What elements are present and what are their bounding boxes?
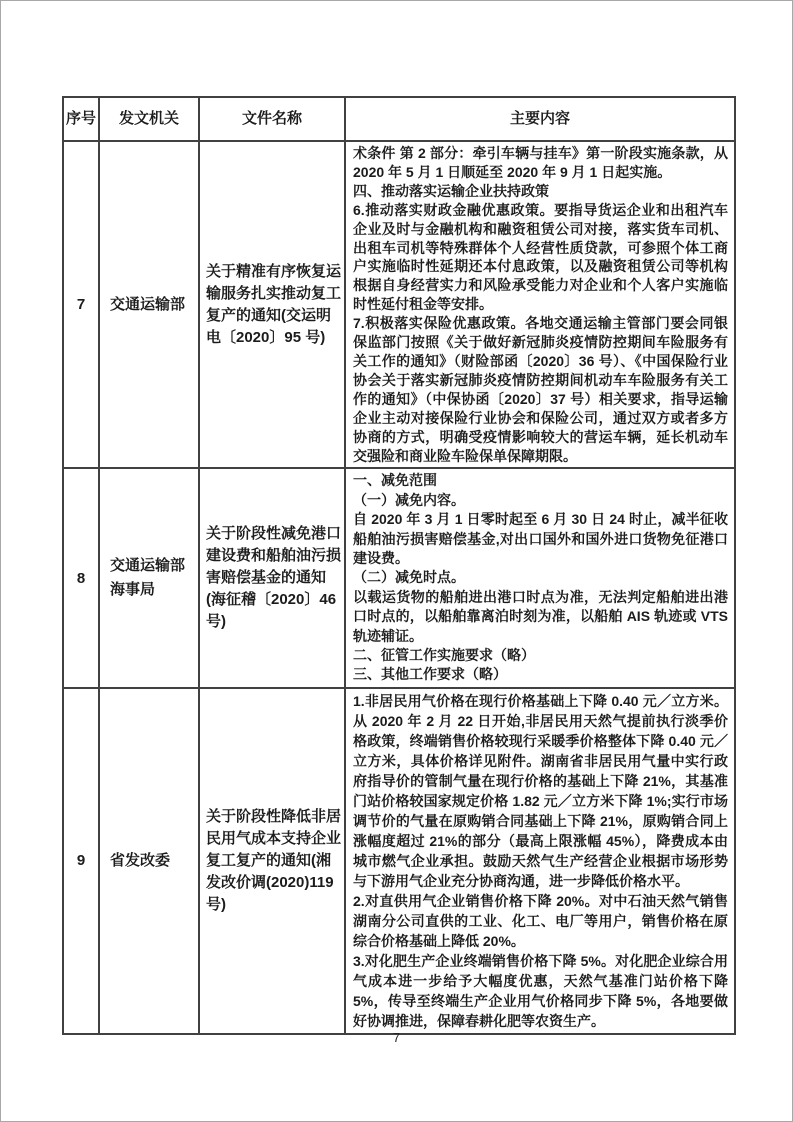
table-row [63, 688, 735, 1034]
col-header-serial: 序号 [63, 97, 99, 141]
content-paragraph: 1.非居民用气价格在现行价格基础上下降 0.40 元／立方米。从 2020 年 2 月 22 日开始,非居民用天然气提前执行淡季价格政策，终端销售价格较现行采暖季价格整体下降 0.40 元／立方米，具体价格详见附件。湖南省非居民用气量中实行政府指导价的管制气量在现行价格的基础上下降 21%，其基准门站价格较国家规定价格 1.82 元／立方米下降 1%;实行市场调节价的气量在原购销合同基础上下降 21%，原购销合同上涨幅度超过 21%的部分（最高上限涨幅 45%），降费成本由城市燃气企业承担。鼓励天然气生产经营企业根据市场形势与下游用气企业充分协商沟通，进一步降低价格水平。 [353, 692, 728, 889]
content-paragraph: 一、减免范围 [353, 472, 437, 489]
document-name: 关于阶段性减免港口建设费和船舶油污损害赔偿基金的通知(海征稽〔2020〕46 号) [199, 468, 345, 687]
content-paragraph: 6.推动落实财政金融优惠政策。要指导货运企业和出租汽车企业及时与金融机构和融资租赁公司对接，落实货车司机、出租车司机等特殊群体个人经营性质贷款，可参照个体工商户实施临时性延期还本付息政策，以及融资租赁公司等机构根据自身经营实力和风险承受能力对企业和个人客户实施临时性延付租金等安排。 [353, 201, 728, 313]
table-row [63, 468, 735, 687]
content-paragraph: 术条件 第 2 部分：牵引车辆与挂车》第一阶段实施条款，从 2020 年 5 月 1 日顺延至 2020 年 9 月 1 日起实施。 [353, 145, 728, 180]
content-paragraph: （二）减免时点。 [353, 569, 465, 586]
serial-number: 9 [63, 688, 99, 1034]
content-paragraph: 7.积极落实保险优惠政策。各地交通运输主管部门要会同银保监部门按照《关于做好新冠肺炎疫情防控期间车险服务有关工作的通知》（财险部函〔2020〕36 号）、《中国保险行业协会关于落实新冠肺炎疫情防控期间机动车车险服务有关工作的通知》（中保协函〔2020〕37 号）相关要求，指导运输企业主动对接保险行业协会和保险公司，通过双方或者多方协商的方式，明确受疫情影响较大的营运车辆，延长机动车交强险和商业险车险保单保障期限。 [353, 315, 728, 464]
col-header-docname: 文件名称 [199, 97, 345, 141]
main-content [345, 468, 735, 687]
content-paragraph: （一）减免内容。 [353, 491, 465, 508]
serial-number: 7 [63, 141, 99, 468]
table-header-row [63, 97, 735, 141]
document-name: 关于精准有序恢复运输服务扎实推动复工复产的通知(交运明电〔2020〕95 号) [199, 141, 345, 468]
issuing-agency: 交通运输部 [99, 141, 199, 468]
content-paragraph: 二、征管工作实施要求（略） [353, 647, 535, 664]
main-content [345, 141, 735, 468]
content-paragraph: 3.对化肥生产企业终端销售价格下降 5%。对化肥企业综合用气成本进一步给予大幅度优惠，天然气基准门站价格下降 5%，传导至终端生产企业用气价格同步下降 5%，各地要做好协调推进，保障春耕化肥等农资生产。 [353, 952, 728, 1029]
content-paragraph: 以载运货物的船舶进出港口时点为准，无法判定船舶进出港口时点的，以船舶靠离泊时刻为准，以船舶 AIS 轨迹或 VTS 轨迹辅证。 [353, 588, 728, 644]
col-header-content: 主要内容 [345, 97, 735, 141]
issuing-agency: 交通运输部海事局 [99, 468, 199, 687]
table-row [63, 141, 735, 468]
document-name: 关于阶段性降低非居民用气成本支持企业复工复产的通知(湘发改价调(2020)119 号) [199, 688, 345, 1034]
content-paragraph: 三、其他工作要求（略） [353, 666, 507, 683]
col-header-agency: 发文机关 [99, 97, 199, 141]
main-content [345, 688, 735, 1034]
policy-table [62, 96, 736, 1035]
content-paragraph: 四、推动落实运输企业扶持政策 [353, 182, 549, 199]
content-paragraph: 2.对直供用气企业销售价格下降 20%。对中石油天然气销售湖南分公司直供的工业、化工、电厂等用户，销售价格在原综合价格基础上降低 20%。 [353, 892, 728, 949]
issuing-agency: 省发改委 [99, 688, 199, 1034]
content-paragraph: 自 2020 年 3 月 1 日零时起至 6 月 30 日 24 时止，减半征收船舶油污损害赔偿基金,对出口国外和国外进口货物免征港口建设费。 [353, 511, 728, 567]
serial-number: 8 [63, 468, 99, 687]
page-number: 7 [392, 1030, 401, 1045]
